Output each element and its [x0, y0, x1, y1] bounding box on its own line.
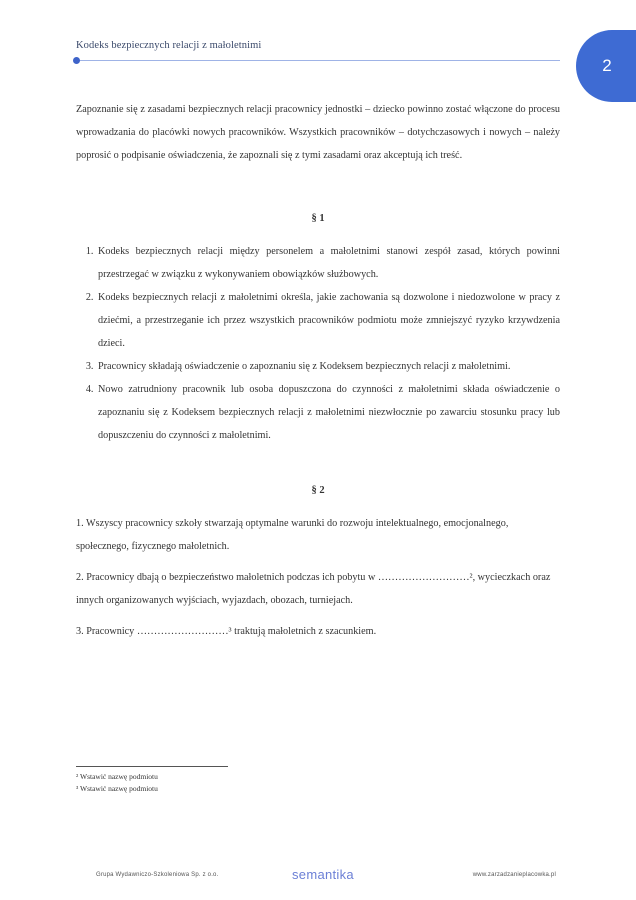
footnote: ³ Wstawić nazwę podmiotu: [76, 784, 158, 793]
list-item: 4. Nowo zatrudniony pracownik lub osoba dopuszczona do czynności z małoletnimi składa oświadczenie o zapoznaniu się z Kodeksem bezpiecznych relacji z małoletnimi niezwłocznie po zawarciu stosunku pracy lub dopuszczeniu do czynności z małoletnimi.: [96, 378, 560, 447]
document-title: Kodeks bezpiecznych relacji z małoletnimi: [76, 40, 262, 51]
page-number: 2: [602, 56, 612, 75]
list-item: 3. Pracownicy składają oświadczenie o zapoznaniu się z Kodeksem bezpiecznych relacji z małoletnimi.: [96, 355, 560, 378]
section-1-heading: § 1: [311, 213, 325, 224]
document-body: [76, 98, 560, 651]
footnote: ² Wstawić nazwę podmiotu: [76, 772, 158, 781]
footnote-divider: [76, 766, 228, 767]
footnotes: [76, 771, 158, 795]
section-2-paragraph-3: 3. Pracownicy ………………………³ traktują małoletnich z szacunkiem.: [76, 626, 377, 637]
page-header: [76, 40, 564, 64]
section-2-heading: § 2: [311, 485, 325, 496]
footer-publisher: Grupa Wydawniczo-Szkoleniowa Sp. z o.o.: [96, 872, 219, 878]
section-2-paragraph-2: 2. Pracownicy dbają o bezpieczeństwo małoletnich podczas ich pobytu w ………………………², wycieczkach oraz innych organizowanych wyjściach, wyjazdach, obozach, turniejach.: [76, 572, 551, 606]
header-bullet-icon: [73, 57, 80, 64]
list-item: 1. Kodeks bezpiecznych relacji między personelem a małoletnimi stanowi zespół zasad, których powinni przestrzegać w związku z wykonywaniem obowiązków służbowych.: [96, 240, 560, 286]
page-number-tab: [576, 30, 636, 102]
section-2-paragraph-1: 1. Wszyscy pracownicy szkoły stwarzają optymalne warunki do rozwoju intelektualnego, emocjonalnego, społecznego, fizycznego małoletnich.: [76, 518, 509, 552]
footer-logo: semantika: [292, 867, 354, 882]
header-divider: [76, 60, 560, 61]
section-2-body: [76, 512, 560, 643]
section-1-list: [76, 240, 560, 447]
list-item: 2. Kodeks bezpiecznych relacji z małoletnimi określa, jakie zachowania są dozwolone i niedozwolone w pracy z dziećmi, a przestrzeganie ich przez wszystkich pracowników podmiotu może zmniejszyć ryzyko krzywdzenia dzieci.: [96, 286, 560, 355]
intro-paragraph: Zapoznanie się z zasadami bezpiecznych relacji pracownicy jednostki – dziecko powinno zostać włączone do procesu wprowadzania do placówki nowych pracowników. Wszystkich pracowników – dotychczasowych i nowych – należy poprosić o podpisanie oświadczenia, że zapoznali się z tymi zasadami oraz akceptują ich treść.: [76, 104, 560, 161]
page-footer: [96, 866, 556, 886]
footer-website-link[interactable]: www.zarzadzanieplacowka.pl: [472, 872, 556, 878]
